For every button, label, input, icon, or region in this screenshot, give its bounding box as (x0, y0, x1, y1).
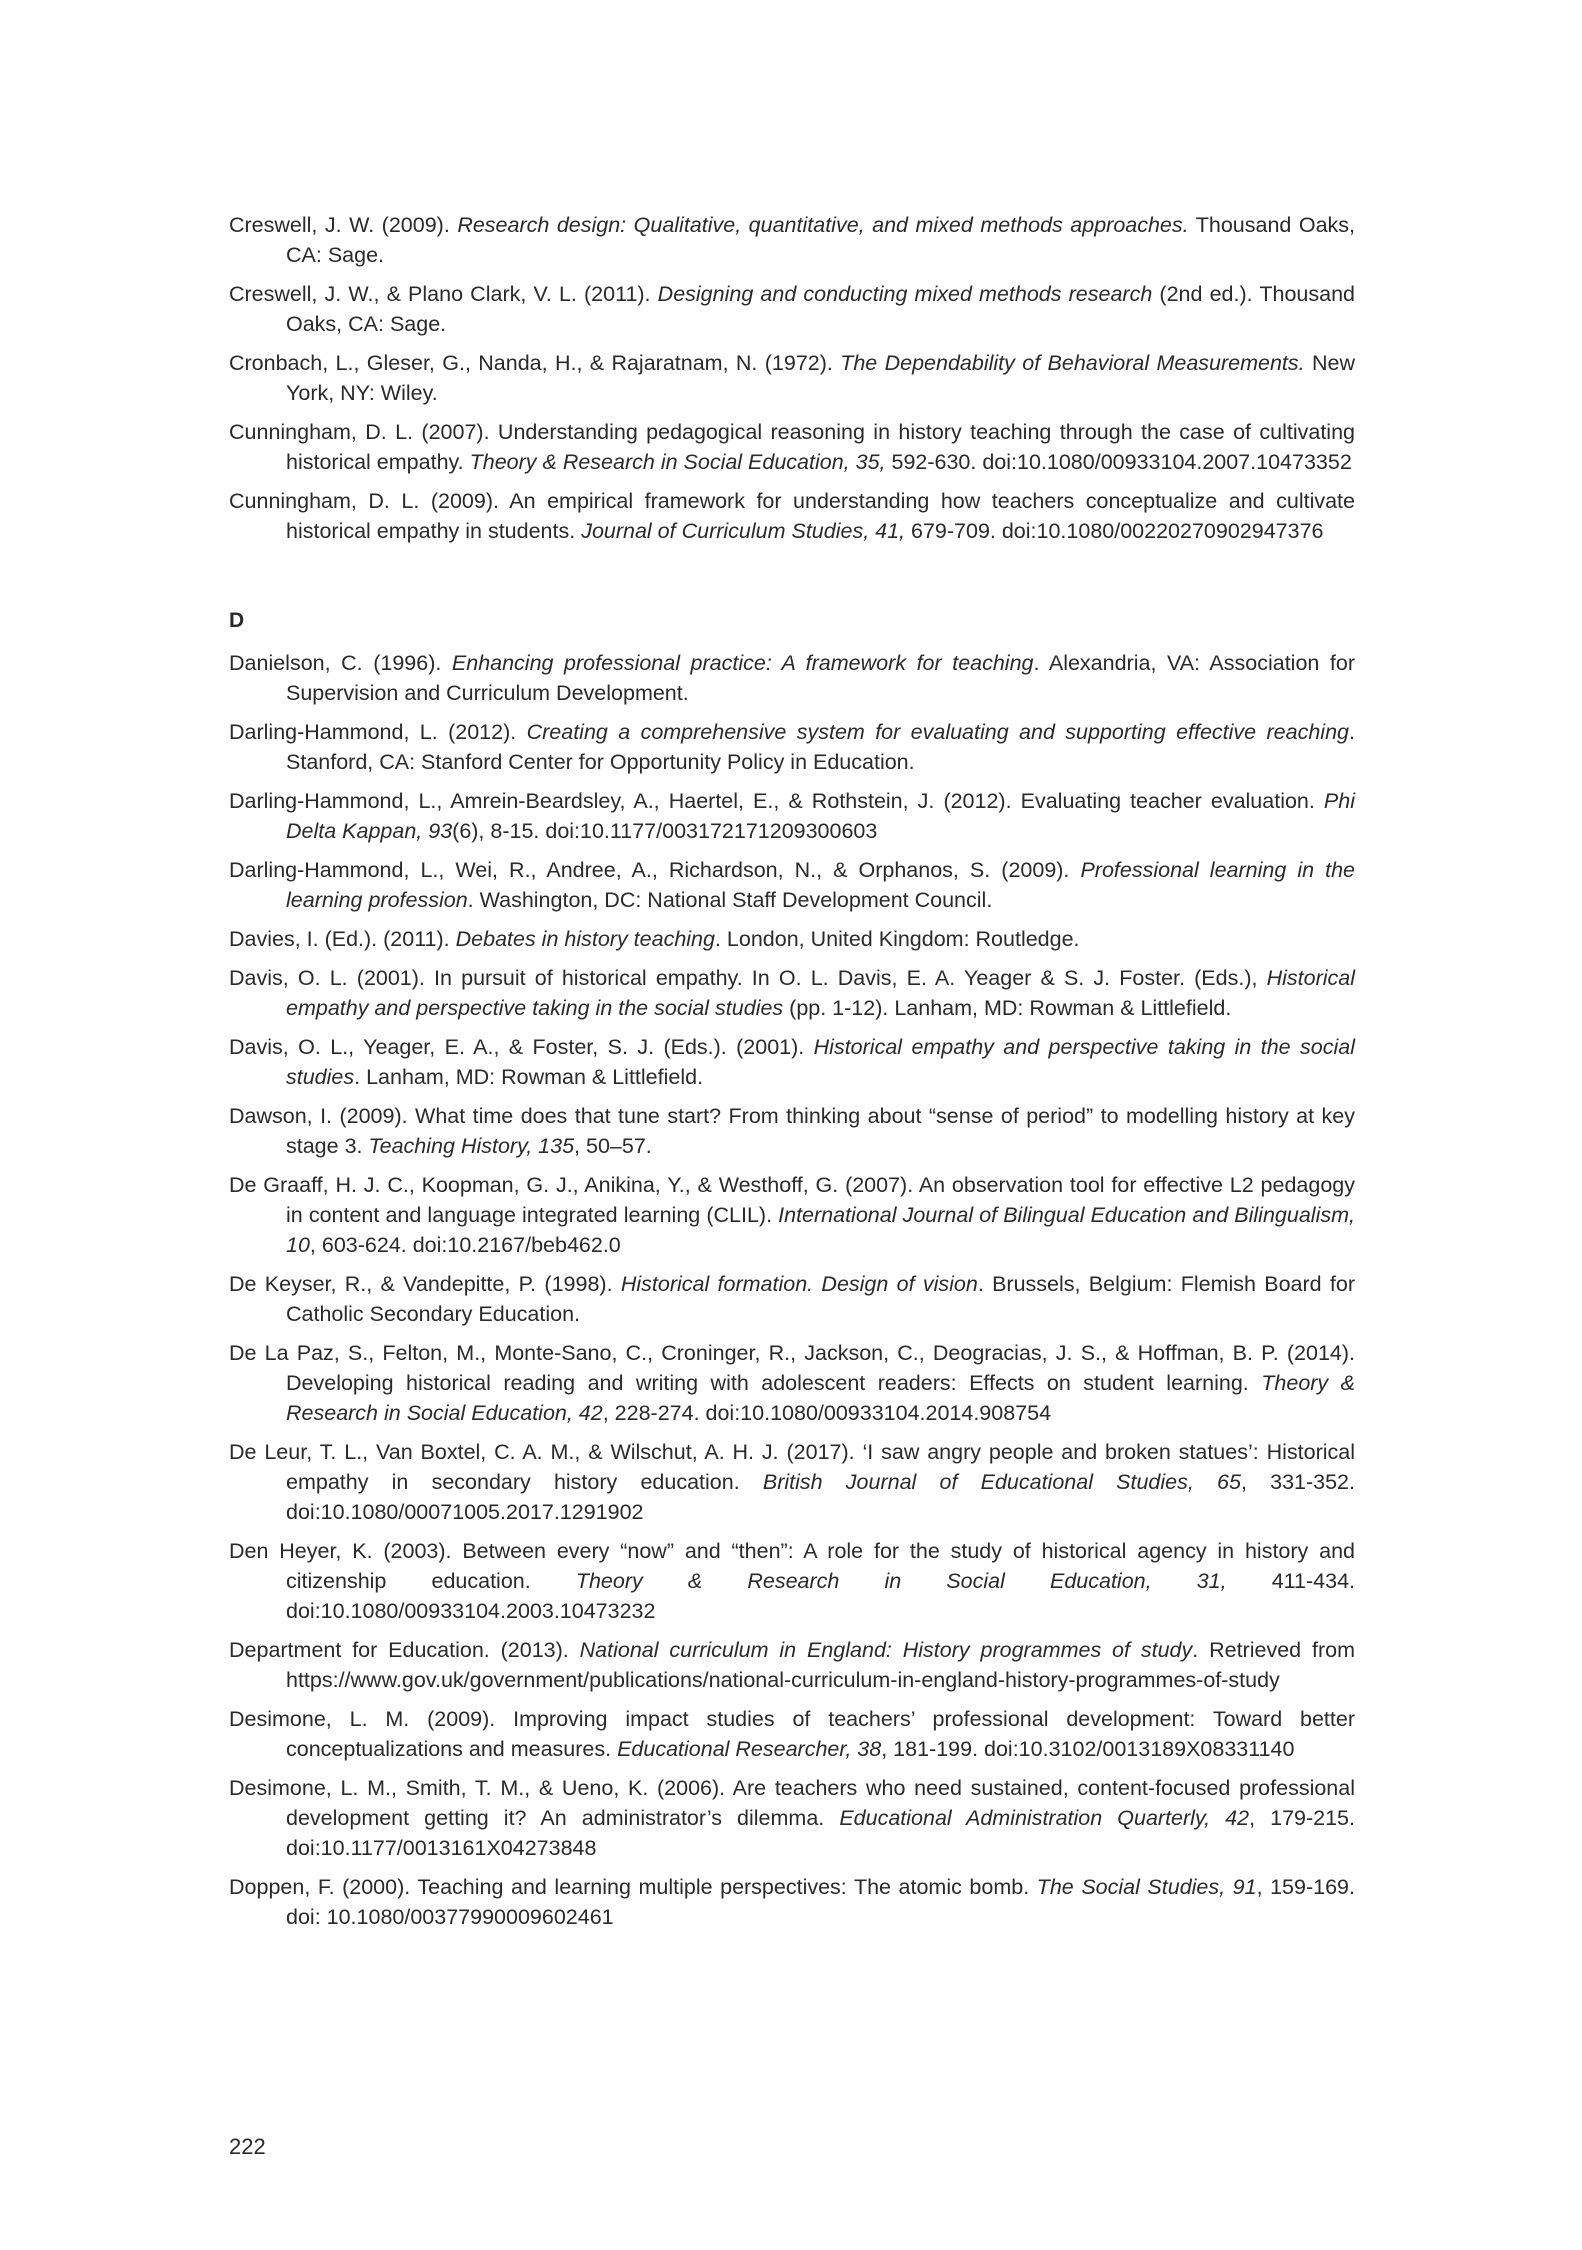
reference-entry: Creswell, J. W., & Plano Clark, V. L. (2011). Designing and conducting mixed methods research (2nd ed.). Thousand Oaks, CA: Sage. (229, 282, 1355, 336)
references-d-group (229, 648, 1355, 1932)
reference-entry: Cunningham, D. L. (2009). An empirical framework for understanding how teachers conceptualize and cultivate historical empathy in students. Journal of Curriculum Studies, 41, 679-709. doi:10.1080/00220270902947376 (229, 489, 1355, 543)
reference-entry: De Leur, T. L., Van Boxtel, C. A. M., & Wilschut, A. H. J. (2017). ‘I saw angry people and broken statues’: Historical empathy in secondary history education. British Journal of Educational Studies, 65, 331-352. doi:10.1080/00071005.2017.1291902 (229, 1440, 1355, 1524)
reference-entry: Darling-Hammond, L., Wei, R., Andree, A., Richardson, N., & Orphanos, S. (2009). Professional learning in the learning profession. Washington, DC: National Staff Development Council. (229, 858, 1356, 912)
reference-list (229, 210, 1355, 1941)
reference-entry: Davies, I. (Ed.). (2011). Debates in history teaching. London, United Kingdom: Routledge. (229, 927, 1080, 951)
reference-entry: De Graaff, H. J. C., Koopman, G. J., Anikina, Y., & Westhoff, G. (2007). An observation tool for effective L2 pedagogy in content and language integrated learning (CLIL). International Journal of Bilingual Education and Bilingualism, 10, 603-624. doi:10.2167/beb462.0 (229, 1173, 1355, 1257)
page-number: 222 (229, 2134, 266, 2159)
reference-entry: Department for Education. (2013). National curriculum in England: History programmes of study. Retrieved from https://www.gov.uk/government/publications/national-curriculum-in-england-history-programmes-of-study (229, 1638, 1355, 1692)
reference-entry: Creswell, J. W. (2009). Research design: Qualitative, quantitative, and mixed methods approaches. Thousand Oaks, CA: Sage. (229, 213, 1356, 267)
reference-entry: Darling-Hammond, L., Amrein-Beardsley, A., Haertel, E., & Rothstein, J. (2012). Evaluating teacher evaluation. Phi Delta Kappan, 93(6), 8-15. doi:10.1177/003172171209300603 (229, 789, 1355, 843)
reference-entry: Davis, O. L., Yeager, E. A., & Foster, S. J. (Eds.). (2001). Historical empathy and perspective taking in the social studies. Lanham, MD: Rowman & Littlefield. (229, 1035, 1355, 1089)
reference-entry: Davis, O. L. (2001). In pursuit of historical empathy. In O. L. Davis, E. A. Yeager & S. J. Foster. (Eds.), Historical empathy and perspective taking in the social studies (pp. 1-12). Lanham, MD: Rowman & Littlefield. (229, 966, 1355, 1020)
reference-entry: Den Heyer, K. (2003). Between every “now” and “then”: A role for the study of historical agency in history and citizenship education. Theory & Research in Social Education, 31, 411-434. doi:10.1080/00933104.2003.10473232 (229, 1539, 1356, 1623)
reference-entry: Cunningham, D. L. (2007). Understanding pedagogical reasoning in history teaching through the case of cultivating historical empathy. Theory & Research in Social Education, 35, 592-630. doi:10.1080/00933104.2007.10473352 (229, 420, 1355, 474)
reference-entry: Desimone, L. M., Smith, T. M., & Ueno, K. (2006). Are teachers who need sustained, content-focused professional development getting it? An administrator’s dilemma. Educational Administration Quarterly, 42, 179-215. doi:10.1177/0013161X04273848 (229, 1776, 1355, 1860)
reference-entry: Doppen, F. (2000). Teaching and learning multiple perspectives: The atomic bomb. The Social Studies, 91, 159-169. doi: 10.1080/00377990009602461 (229, 1875, 1355, 1929)
reference-entry: Cronbach, L., Gleser, G., Nanda, H., & Rajaratnam, N. (1972). The Dependability of Behavioral Measurements. New York, NY: Wiley. (229, 351, 1355, 405)
reference-entry: De Keyser, R., & Vandepitte, P. (1998). Historical formation. Design of vision. Brussels, Belgium: Flemish Board for Catholic Secondary Education. (229, 1272, 1355, 1326)
reference-entry: Desimone, L. M. (2009). Improving impact studies of teachers’ professional development: Toward better conceptualizations and measures. Educational Researcher, 38, 181-199. doi:10.3102/0013189X08331140 (229, 1707, 1355, 1761)
reference-entry: Darling-Hammond, L. (2012). Creating a comprehensive system for evaluating and supporting effective reaching. Stanford, CA: Stanford Center for Opportunity Policy in Education. (229, 720, 1355, 774)
reference-entry: De La Paz, S., Felton, M., Monte-Sano, C., Croninger, R., Jackson, C., Deogracias, J. S., & Hoffman, B. P. (2014). Developing historical reading and writing with adolescent readers: Effects on student learning. Theory & Research in Social Education, 42, 228-274. doi:10.1080/00933104.2014.908754 (229, 1341, 1356, 1425)
reference-entry: Danielson, C. (1996). Enhancing professional practice: A framework for teaching. Alexandria, VA: Association for Supervision and Curriculum Development. (229, 651, 1356, 705)
reference-entry: Dawson, I. (2009). What time does that tune start? From thinking about “sense of period” to modelling history at key stage 3. Teaching History, 135, 50–57. (229, 1104, 1355, 1158)
references-c-group (229, 210, 1355, 546)
section-heading-d: D (229, 609, 245, 632)
